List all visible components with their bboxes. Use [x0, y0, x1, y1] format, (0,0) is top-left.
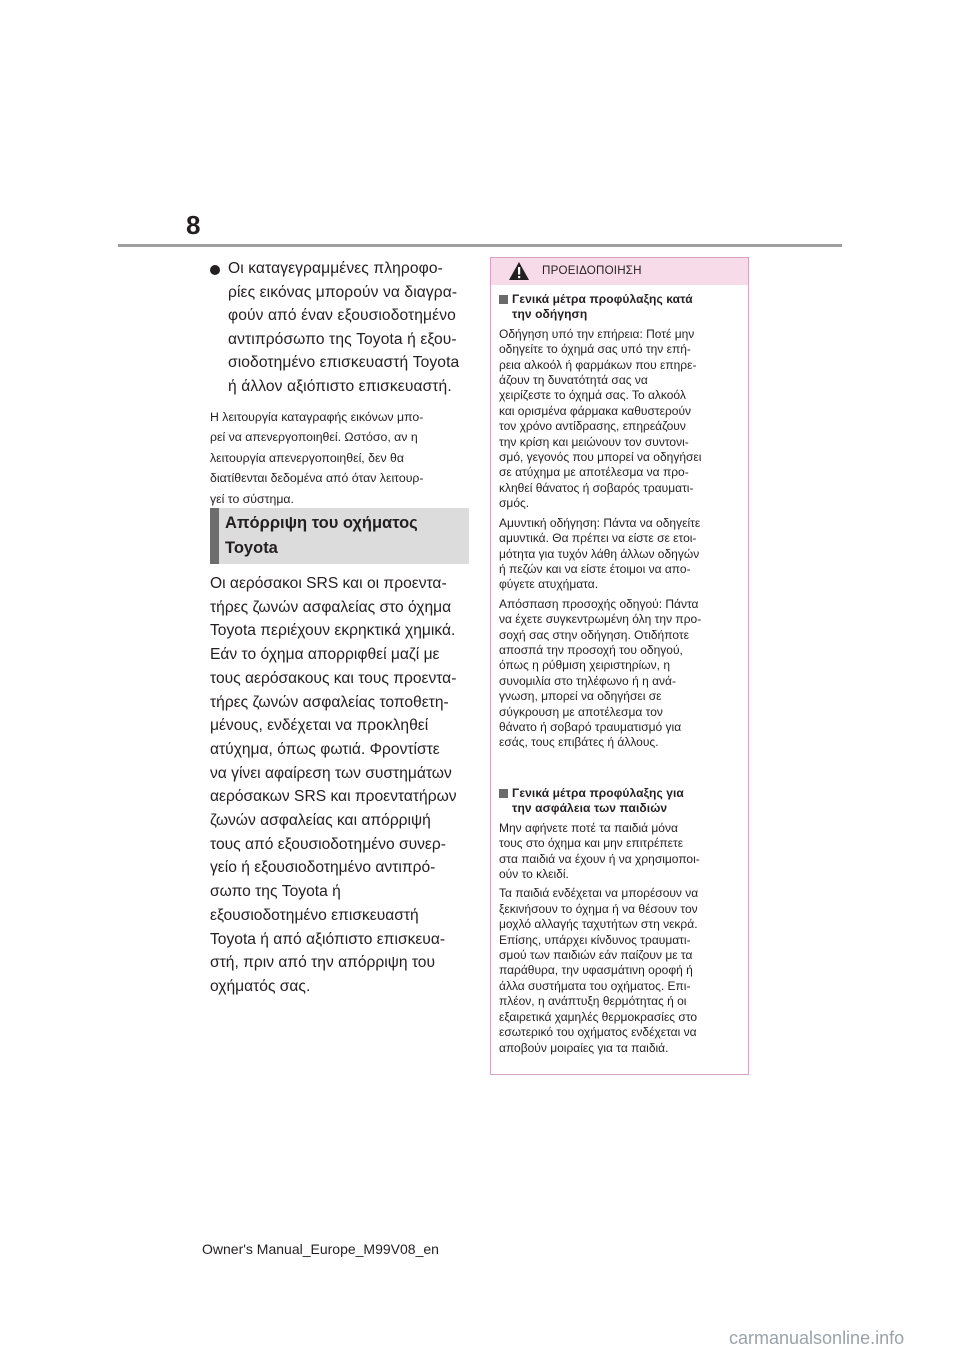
bullet-text: Οι καταγεγραμμένες πληροφο- ρίες εικόνας μπορούν να διαγρα- φούν από έναν εξουσιοδοτημένο αντιπρόσωπο της Toyota ή εξου- σιοδοτημένο επισκευαστή Toyota ή άλλον αξιόπιστο επισκευαστή. [228, 260, 460, 395]
left-column [210, 257, 472, 510]
bullet-dot-icon [210, 265, 220, 275]
warning-paragraph: Οδήγηση υπό την επήρεια: Ποτέ μην οδηγείτε το όχημά σας υπό την επή- ρεια αλκοόλ ή φαρμάκων που επηρε- άζουν τη δυνατότητά σας να χειρίζεστε το όχημά σας. Το αλκοόλ και ορισμένα φάρμακα καθυστερούν τον χρόνο αντίδρασης, επηρεάζουν την κρίση και μειώνουν τον συντονι- σμό, γεγονός που μπορεί να οδηγήσει σε ατύχημα με αποτέλεσμα να προ- κληθεί θάνατος ή σοβαρός τραυματι- σμός. [499, 326, 702, 511]
warning-title: ΠΡΟΕΙΔΟΠΟΙΗΣΗ [542, 264, 642, 277]
note-text: Η λειτουργία καταγραφής εικόνων μπο- ρεί να απενεργοποιηθεί. Ωστόσο, αν η λειτουργία απενεργοποιηθεί, δεν θα διατίθενται δεδομένα από όταν λειτουρ- γεί το σύστημα. [210, 409, 424, 506]
warning-paragraph: Αμυντική οδήγηση: Πάντα να οδηγείτε αμυντικά. Θα πρέπει να είστε σε ετοι- μότητα για τυχόν λάθη άλλων οδηγών ή πεζών και να είστε έτοιμοι να απο- φύγετε ατυχήματα. [499, 515, 701, 592]
page-number: 8 [186, 210, 201, 240]
warning-paragraph: Μην αφήνετε ποτέ τα παιδιά μόνα τους στο όχημα και μην επιτρέπετε στα παιδιά να έχουν ή να χρησιμοποι- ούν το κλειδί. [499, 820, 700, 882]
warning-header [491, 258, 748, 285]
section-heading-bar [210, 508, 219, 564]
section-heading-text: Απόρριψη του οχήματος Toyota [225, 514, 418, 557]
warning-subheading-text: Γενικά μέτρα προφύλαξης για την ασφάλεια των παιδιών [512, 786, 684, 816]
square-bullet-icon [499, 295, 508, 304]
warning-subheading [499, 292, 745, 323]
disposal-body-text: Οι αερόσακοι SRS και οι προεντα- τήρες ζωνών ασφαλείας στο όχημα Toyota περιέχουν εκρηκτικά χημικά. Εάν το όχημα απορριφθεί μαζί με τους αερόσακους και τους προεντα- τήρες ζωνών ασφαλείας τοποθετη- μένους, ενδέχεται να προκληθεί ατύχημα, όπως φωτιά. Φροντίστε να γίνει αφαίρεση των συστημάτων αερόσακων SRS και προεντατήρων ζωνών ασφαλείας και απόρριψή τους από εξουσιοδοτημένο συνερ- γείο ή εξουσιοδοτημένο αντιπρό- σωπο της Toyota ή εξουσιοδοτημένο επισκευαστή Toyota ή από αξιόπιστο επισκευα- στή, πριν από την απόρριψη του οχήματός σας. [210, 575, 457, 995]
section-heading [210, 508, 469, 564]
square-bullet-icon [499, 789, 508, 798]
bullet-item [210, 257, 472, 399]
warning-section-children [499, 786, 745, 1056]
warning-subheading-text: Γενικά μέτρα προφύλαξης κατά την οδήγηση [512, 292, 693, 322]
footer-text: Owner's Manual_Europe_M99V08_en [202, 1241, 439, 1257]
warning-box [490, 257, 749, 1075]
warning-triangle-icon [508, 261, 530, 281]
warning-paragraph: Απόσπαση προσοχής οδηγού: Πάντα να έχετε συγκεντρωμένη όλη την προ- σοχή σας στην οδήγηση. Οτιδήποτε αποσπά την προσοχή του οδηγού, όπως η ρύθμιση χειριστηρίων, η συνομιλία στο τηλέφωνο ή η ανά- γνωση, μπορεί να οδηγήσει σε σύγκρουση με αποτέλεσμα τον θάνατο ή σοβαρό τραυματισμό για εσάς, τους επιβάτες ή άλλους. [499, 596, 702, 750]
warning-subheading [499, 786, 745, 817]
warning-section-driving [499, 292, 745, 751]
warning-paragraph: Τα παιδιά ενδέχεται να μπορέσουν να ξεκινήσουν το όχημα ή να θέσουν τον μοχλό αλλαγής ταχυτήτων στη νεκρά. Επίσης, υπάρχει κίνδυνος τραυματι- σμού των παιδιών εάν παίζουν με τα παράθυρα, την υφασμάτινη οροφή ή άλλα συστήματα του οχήματος. Επι- πλέον, η ανάπτυξη θερμότητας ή οι εξαιρετικά χαμηλές θερμοκρασίες στο εσωτερικό του οχήματος ενδέχεται να αποβούν μοιραίες για τα παιδιά. [499, 886, 699, 1055]
watermark: carmanualsonline.info [729, 1328, 905, 1348]
header-rule [118, 244, 842, 247]
